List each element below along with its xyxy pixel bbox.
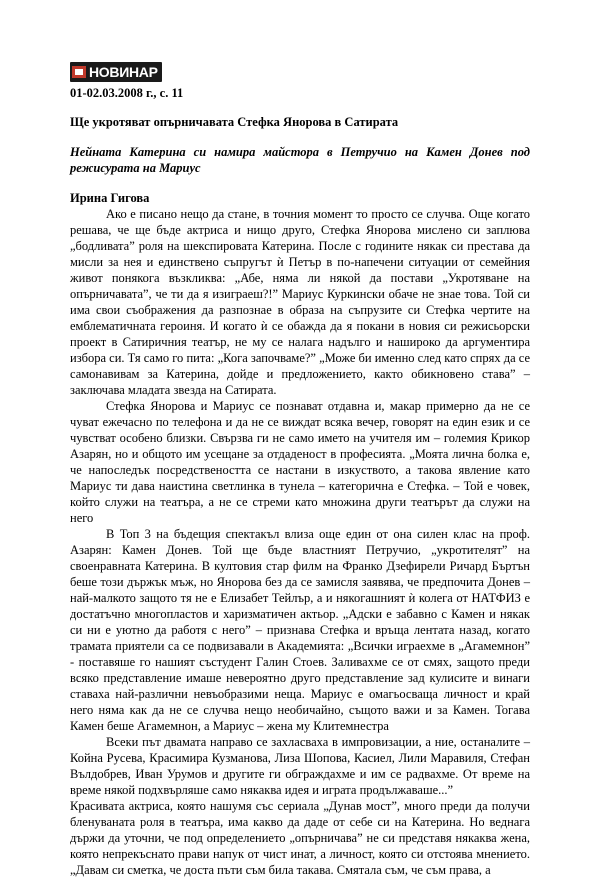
logo-mark-icon <box>72 66 86 78</box>
paragraph: Ако е писано нещо да стане, в точния момент то просто се случва. Още когато решава, че ще бъде актриса и нищо друго, Стефка Янорова мислено си заплюва „бодливата” роля на шекспировата Катерина. После с годините някак си престава да мисли за нея и единствено съпругът ѝ Петър в по-напечени ситуации от семейния живот понякога възкликва: „Абе, няма ли някой да постави „Укротяване на опърничавата”, че ти да я изиграеш?!” Мариус Куркински обаче не знае това. Той си има свои съображения да разпознае в образа на съпрузите си Стефка чертите на емблематичната героиня. И когато ѝ се обажда да я покани в новия си режисьорски проект в Сатиричния театър, не му се налага надълго и нашироко да аргументира избора си. Тя само го пита: „Кога започваме?” „Може би именно след като спрях да се самонавивам за Катерина, дойде и предложението, както обикновено става” – заключава младата звезда на Сатирата. <box>70 207 530 397</box>
headline: Ще укротяват опърничавата Стефка Янорова в Сатирата <box>70 115 399 129</box>
lead: Нейната Катерина си намира майстора в Петручио на Камен Донев под режисурата на Мариус <box>70 145 530 175</box>
paragraph: Всеки път двамата направо се захласваха в импровизации, а ние, останалите – Койна Русева, Красимира Кузманова, Лиза Шопова, Касиел, Лили Маравиля, Стефан Вълдобрев, Иван Урумов и другите ги обграждахме и им се радвахме. От време на време някой подхвърляше само някаква идея и играта продължаваше...” <box>70 735 530 797</box>
date-line: 01-02.03.2008 г., с. 11 <box>70 86 184 100</box>
paragraph: Красивата актриса, която нашумя със сериала „Дунав мост”, много преди да получи бленуваната роля в театъра, има какво да даде от себе си на Катерина. Но веднага държи да уточни, че под определението „опърничава” не си представя някаква жена, която непрекъснато прави напук от чист инат, а личност, която си отстоява мнението. „Давам си сметка, че доста пъти съм била такава. Смятала съм, че съм права, а <box>70 799 530 877</box>
paragraph: Стефка Янорова и Мариус се познават отдавна и, макар примерно да не се чуват ежечасно по телефона и да не се виждат всяка вечер, говорят на един език и се чувстват особено близки. Свързва ги не само името на учителя им – големия Крикор Азарян, но и общото им усещане за отдаденост в професията. „Моята лична болка е, че напоследък посредствеността се настани в изкуството, а такова явление като Мариус ти дава наистина светлинка в тунела – категорична е Стефка. – Той е човек, който служи на театъра, а не се стреми като множина други театърът да служи на него <box>70 399 530 525</box>
logo-text: НОВИНАР <box>89 64 158 80</box>
article-page <box>70 62 530 878</box>
author: Ирина Гигова <box>70 191 150 205</box>
newspaper-logo <box>70 62 162 82</box>
article-body <box>70 206 530 878</box>
paragraph: В Топ 3 на бъдещия спектакъл влиза още един от она силен клас на проф. Азарян: Камен Донев. Той ще бъде властният Петручио, „укротителят” на своенравната Катерина. В култовия стар филм на Франко Дзефирели Ричард Бъртън беше този държък мъж, но Янорова без да се замисля заявява, че предпочита Донев – най-малкото защото тя не е Елизабет Тейлър, а и някогашният ѝ колега от НАТФИЗ е достатъчно многопластов и харизматичен актьор. „Адски е забавно с Камен и някак си ни е уютно да работя с него” – признава Стефка и връща лентата назад, когато трамата приятели са се подвизавали в Академията: „Всички играехме в „Агамемнон” - поставяше го нашият състудент Галин Стоев. Заливахме се от смях, защото преди всяко представление имаше невероятно друго представление зад кулисите и винаги ставаха най-различни невъобразими неща. Мариус е омагьосваща личност и край него няма как да не се случва нещо необичайно, същото важи и за Камен. Тогава Камен беше Агамемнон, а Мариус – жена му Клитемнестра <box>70 527 530 733</box>
